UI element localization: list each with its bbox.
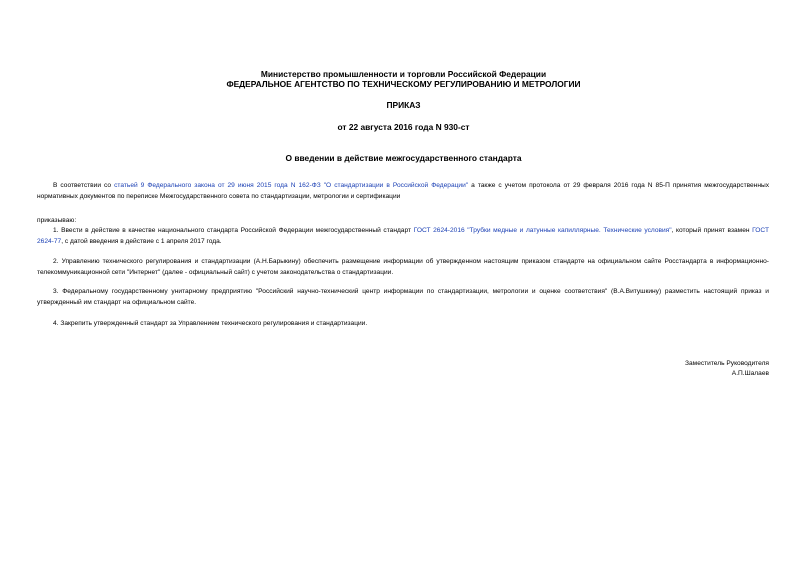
document-subject: О введении в действие межгосударственного стандарта: [285, 153, 522, 163]
gost-2624-2016-link[interactable]: ГОСТ 2624-2016 "Трубки медные и латунные капиллярные. Технические условия": [413, 227, 672, 234]
federal-law-link[interactable]: статьей 9 Федерального закона от 29 июня 2015 года N 162-ФЗ "О стандартизации в Российской Федерации": [114, 182, 469, 189]
item-3-paragraph: 3. Федеральному государственному унитарному предприятию "Российский научно-технический центр информации по стандартизации, метрологии и оценке соответствия" (В.А.Витушкину) разместить настоящий приказ и утвержденный им стандарт на официальном сайте.: [37, 288, 769, 306]
item-1-middle: , который принят взамен: [671, 227, 753, 234]
item-2-paragraph: 2. Управлению технического регулирования и стандартизации (А.Н.Барыкину) обеспечить размещение информации об утвержденном настоящим приказом стандарте на официальном сайте Росстандарта в информационно-телекоммуникационной сети "Интернет" (далее - официальный сайт) с учетом законодательства о стандартизации.: [37, 258, 769, 276]
item-1-suffix: , с датой введения в действие с 1 апреля 2017 года.: [61, 238, 222, 245]
item-1-paragraph: [37, 225, 769, 247]
gost-2624-77-link[interactable]: ГОСТ 2624-77: [37, 227, 769, 245]
intro-suffix: а также с учетом протокола от 29 февраля 2016 года N 85-П принятия межгосударственных нормативных документов по переписке Межгосударственного совета по стандартизации, метрологии и сертификации: [37, 182, 770, 200]
document-type: ПРИКАЗ: [386, 100, 421, 110]
signature-name: А.П.Шалаев: [731, 370, 769, 377]
agency-heading: ФЕДЕРАЛЬНОЕ АГЕНТСТВО ПО ТЕХНИЧЕСКОМУ РЕГУЛИРОВАНИЮ И МЕТРОЛОГИИ: [226, 79, 581, 89]
item-1-prefix: 1. Ввести в действие в качестве национального стандарта Российской Федерации межгосударственный стандарт: [53, 227, 414, 234]
intro-paragraph: [37, 180, 769, 202]
signature-position: Заместитель Руководителя: [685, 360, 769, 367]
ministry-heading: Министерство промышленности и торговли Российской Федерации: [260, 69, 547, 79]
intro-prefix: В соответствии со: [53, 182, 115, 189]
prikazyvayu-label: приказываю:: [37, 217, 77, 224]
item-4-paragraph: 4. Закрепить утвержденный стандарт за Управлением технического регулирования и стандартизации.: [53, 320, 368, 327]
date-number: от 22 августа 2016 года N 930-ст: [337, 122, 470, 132]
